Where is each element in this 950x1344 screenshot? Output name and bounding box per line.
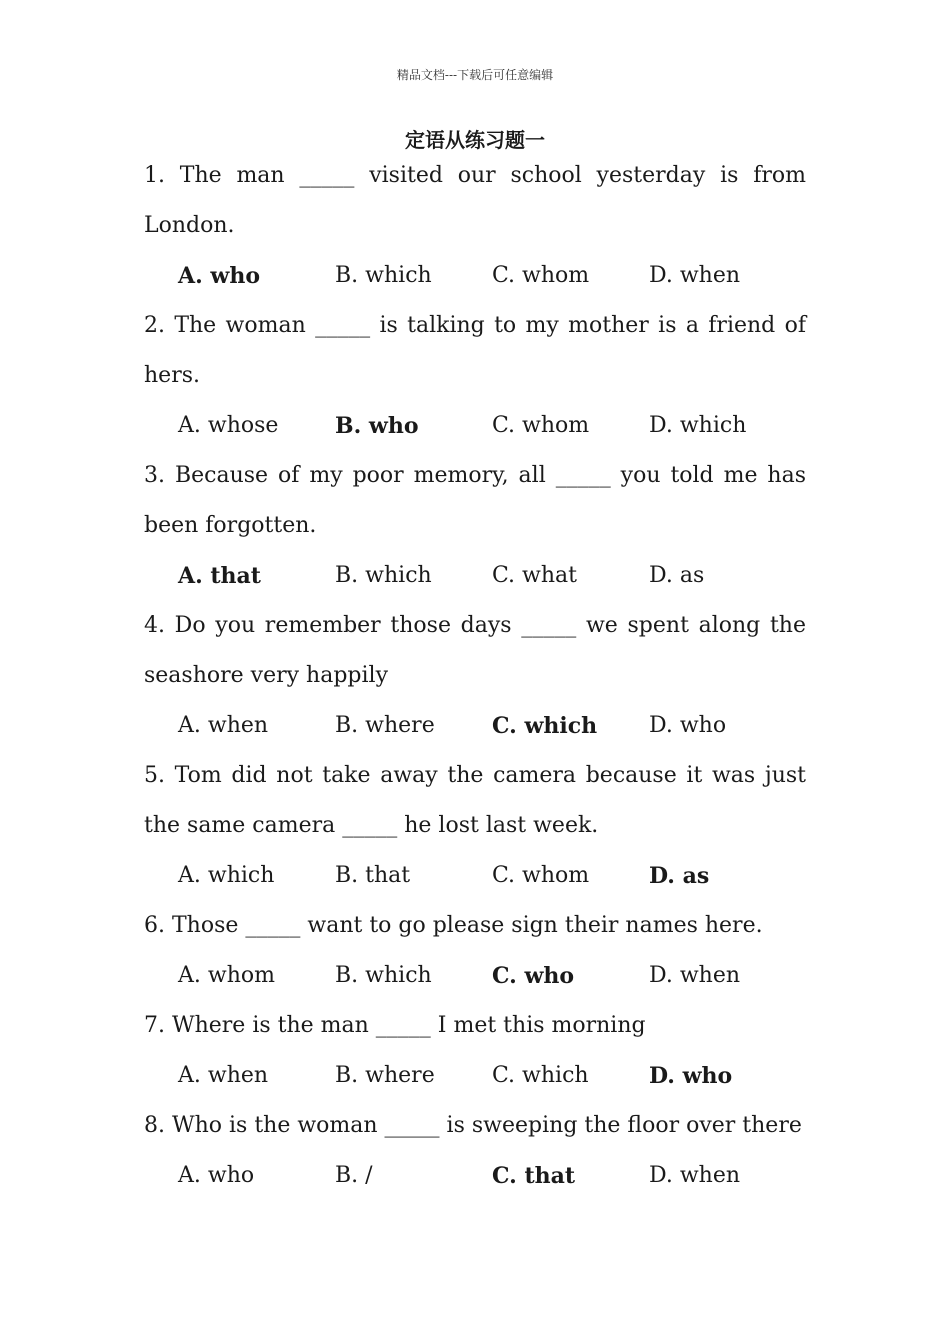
- correct-option: D. as: [649, 863, 710, 889]
- correct-option: B. who: [335, 413, 419, 439]
- answer-option: A. who: [178, 1163, 255, 1188]
- page-header: 精品文档---下载后可任意编辑: [396, 68, 554, 82]
- answer-option: C. whom: [492, 863, 590, 888]
- answer-option: D. which: [649, 413, 747, 438]
- answer-options: [144, 1051, 806, 1101]
- answer-option: C. whom: [492, 413, 590, 438]
- question-stem: 2. The woman _____ is talking to my mother is a friend of hers.: [144, 313, 806, 388]
- correct-option: C. that: [492, 1163, 576, 1189]
- answer-options: [144, 851, 806, 901]
- answer-options: [144, 1151, 806, 1201]
- question-item: [144, 1001, 806, 1101]
- answer-option: D. when: [649, 263, 741, 288]
- question-item: [144, 151, 806, 301]
- correct-option: D. who: [649, 1063, 733, 1089]
- correct-option: C. which: [492, 713, 598, 739]
- answer-options: [144, 251, 806, 301]
- answer-option: B. where: [335, 1063, 435, 1088]
- answer-option: B. which: [335, 563, 432, 588]
- answer-option: A. which: [178, 863, 275, 888]
- question-list: [144, 151, 806, 1201]
- answer-option: C. what: [492, 563, 577, 588]
- answer-option: B. that: [335, 863, 411, 888]
- question-stem: 1. The man _____ visited our school yesterday is from London.: [144, 163, 806, 238]
- answer-options: [144, 701, 806, 751]
- answer-option: C. which: [492, 1063, 589, 1088]
- answer-option: A. whose: [178, 413, 279, 438]
- question-stem: 6. Those _____ want to go please sign their names here.: [144, 913, 763, 938]
- answer-option: D. as: [649, 563, 705, 588]
- answer-option: B. /: [335, 1163, 373, 1188]
- answer-option: A. whom: [178, 963, 275, 988]
- answer-option: A. when: [178, 1063, 269, 1088]
- question-item: [144, 1101, 806, 1201]
- answer-option: D. when: [649, 1163, 741, 1188]
- correct-option: A. who: [178, 263, 260, 289]
- correct-option: A. that: [178, 563, 261, 589]
- answer-option: D. when: [649, 963, 741, 988]
- answer-option: A. when: [178, 713, 269, 738]
- answer-options: [144, 401, 806, 451]
- question-stem: 3. Because of my poor memory, all _____ you told me has been forgotten.: [144, 463, 806, 538]
- question-item: [144, 751, 806, 901]
- answer-option: B. which: [335, 963, 432, 988]
- answer-option: B. where: [335, 713, 435, 738]
- question-stem: 5. Tom did not take away the camera because it was just the same camera _____ he lost last week.: [144, 763, 806, 838]
- question-stem: 8. Who is the woman _____ is sweeping the floor over there: [144, 1113, 802, 1138]
- answer-option: C. whom: [492, 263, 590, 288]
- question-item: [144, 301, 806, 451]
- answer-options: [144, 551, 806, 601]
- question-stem: 7. Where is the man _____ I met this morning: [144, 1013, 646, 1038]
- question-item: [144, 901, 806, 1001]
- answer-options: [144, 951, 806, 1001]
- answer-option: D. who: [649, 713, 727, 738]
- page-title: 定语从练习题一: [405, 128, 545, 152]
- question-item: [144, 451, 806, 601]
- question-item: [144, 601, 806, 751]
- answer-option: B. which: [335, 263, 432, 288]
- question-stem: 4. Do you remember those days _____ we spent along the seashore very happily: [144, 613, 806, 688]
- correct-option: C. who: [492, 963, 575, 989]
